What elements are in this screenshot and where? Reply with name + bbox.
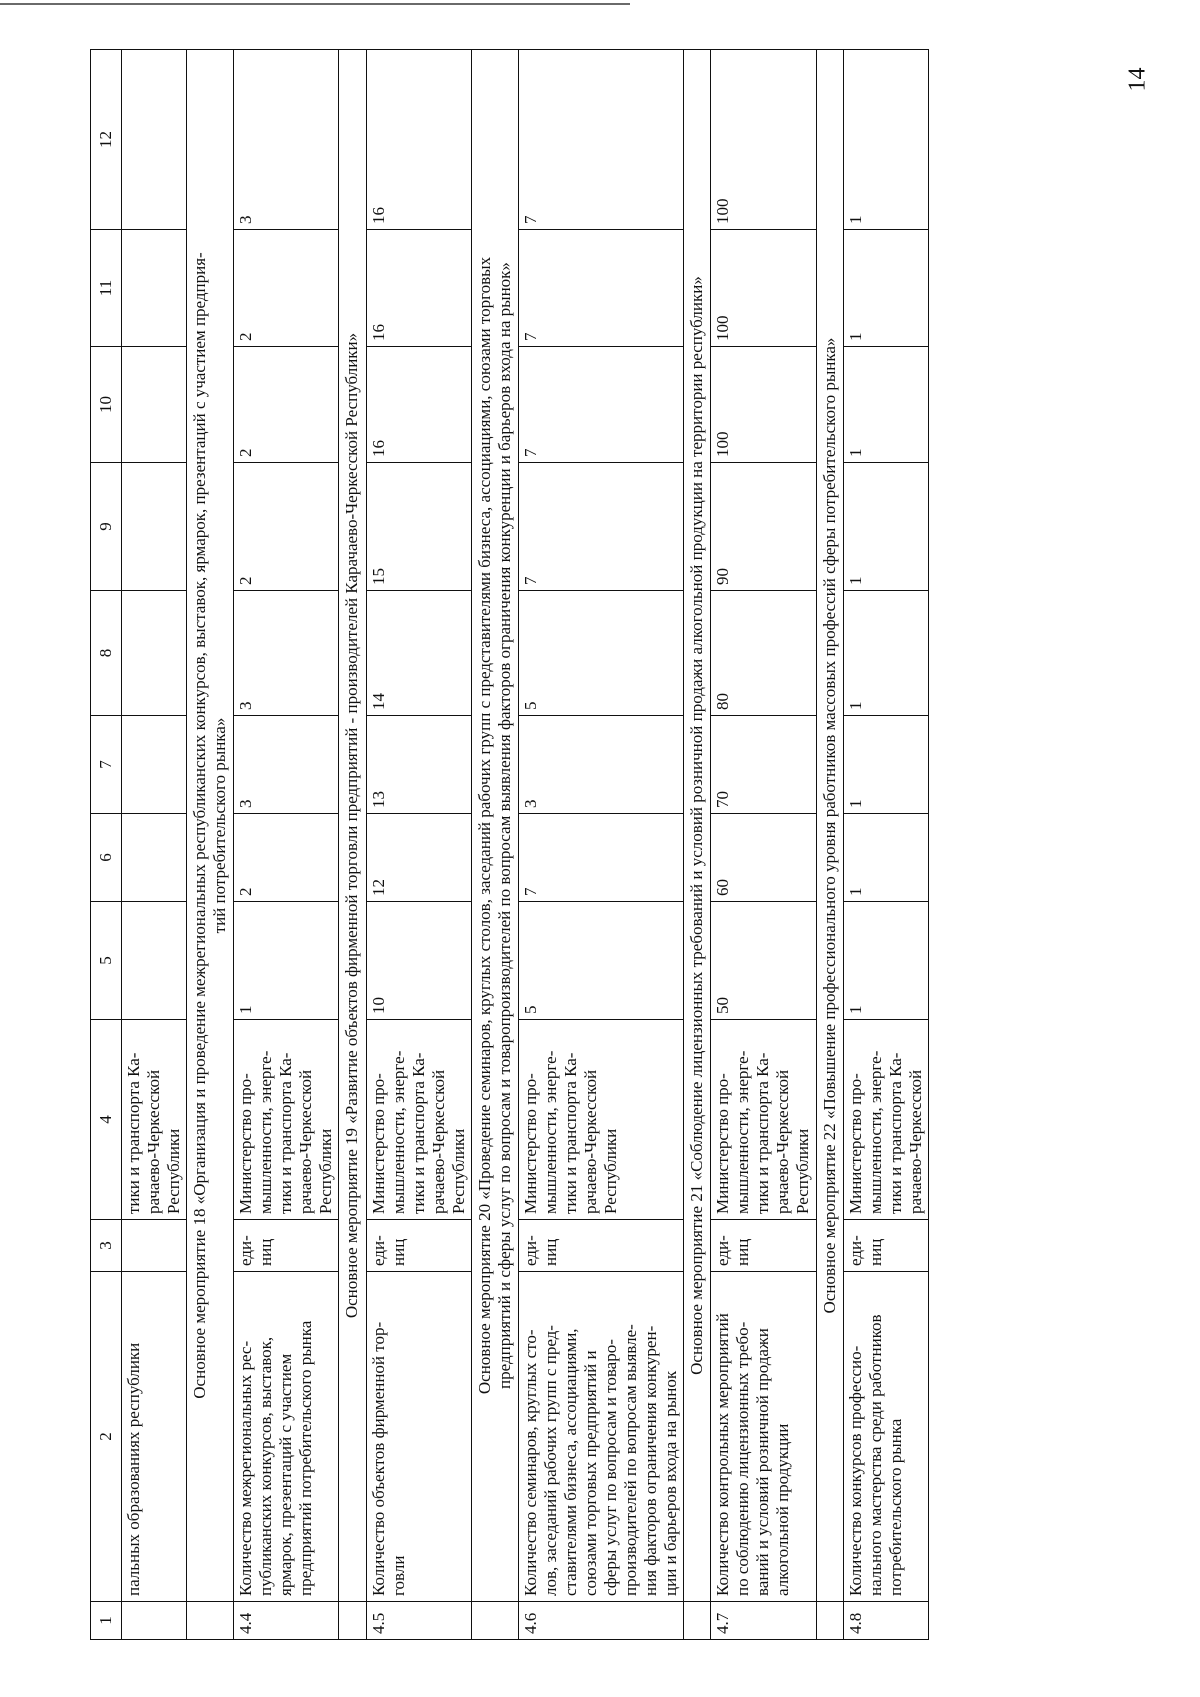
indicator-value: 1 [843,463,928,591]
indicator-value: 12 [366,814,471,902]
indicator-value: 1 [843,347,928,463]
section-heading: Основное мероприятие 19 «Развитие объектов фирменной торговли предприятий - производителей Карачаево-Черкесской Республики» [339,50,366,1602]
responsible-executor: Министерство про- мышленности, энерге- тики и транспорта Ка- рачаево-Черкесской Республики [518,1020,683,1220]
unit-of-measure: еди- ниц [711,1220,816,1272]
section-heading-row [684,50,711,1640]
indicator-name: Количество контрольных мероприятий по соблюдению лицензионных требо- ваний и условий розничной продажи алкогольной продукции [711,1272,816,1602]
indicator-value [122,902,187,1020]
indicator-value: 1 [843,230,928,347]
indicator-value: 60 [711,814,816,902]
column-number-header: 10 [91,347,122,463]
top-divider-line [0,3,630,5]
indicator-value: 1 [234,902,339,1020]
indicator-value: 3 [234,716,339,814]
indicator-value: 1 [843,902,928,1020]
indicator-value: 80 [711,591,816,716]
indicator-value: 7 [518,50,683,230]
column-number-header: 8 [91,591,122,716]
section-heading-row [187,50,234,1640]
responsible-executor: Министерство про- мышленности, энерге- тики и транспорта Ка- рачаево-Черкесской Республики [234,1020,339,1220]
indicator-value: 13 [366,716,471,814]
column-number-header: 11 [91,230,122,347]
indicator-value: 1 [843,591,928,716]
indicator-value: 7 [518,230,683,347]
responsible-executor: Министерство про- мышленности, энерге- тики и транспорта Ка- рачаево-Черкесской [843,1020,928,1220]
indicator-value [122,591,187,716]
column-number-header: 4 [91,1020,122,1220]
rotated-table-container [90,50,1090,1640]
row-number: 4.8 [843,1602,928,1640]
indicator-value: 100 [711,50,816,230]
column-number-header: 7 [91,716,122,814]
section-heading: Основное мероприятие 21 «Соблюдение лицензионных требований и условий розничной продажи алкогольной продукции на территории республики» [684,50,711,1602]
indicator-value: 16 [366,347,471,463]
section-no-cell [471,1602,518,1640]
indicator-value [122,716,187,814]
unit-of-measure: еди- ниц [843,1220,928,1272]
indicator-value: 3 [234,591,339,716]
indicator-value: 3 [234,50,339,230]
column-number-header: 9 [91,463,122,591]
column-number-header: 1 [91,1602,122,1640]
column-number-header: 2 [91,1272,122,1602]
section-heading-row [339,50,366,1640]
indicator-name: Количество межрегиональных рес- публиканских конкурсов, выставок, ярмарок, презентаций с участием предприятий потребительского рынка [234,1272,339,1602]
indicator-value: 2 [234,814,339,902]
section-no-cell [684,1602,711,1640]
unit-of-measure [122,1220,187,1272]
indicator-value: 16 [366,230,471,347]
responsible-executor: тики и транспорта Ка- рачаево-Черкесской Республики [122,1020,187,1220]
indicator-value: 100 [711,230,816,347]
indicator-value: 7 [518,814,683,902]
indicator-value: 1 [843,814,928,902]
table-body [122,50,929,1640]
indicator-row [843,50,928,1640]
section-heading: Основное мероприятие 20 «Проведение семинаров, круглых столов, заседаний рабочих групп с представителями бизнеса, ассоциациями, союзами торговых предприятий и сферы услуг по вопросам и товаропроизводителей по вопросам выявления факторов ограничения конкуренции и барьеров входа на рынок» [471,50,518,1602]
indicator-value: 3 [518,716,683,814]
indicator-name: пальных образованиях республики [122,1272,187,1602]
indicator-value [122,347,187,463]
indicator-value: 10 [366,902,471,1020]
unit-of-measure: еди- ниц [234,1220,339,1272]
indicator-value: 1 [843,50,928,230]
row-number: 4.4 [234,1602,339,1640]
row-number [122,1602,187,1640]
section-heading-row [471,50,518,1640]
program-indicators-table [90,49,929,1640]
section-no-cell [339,1602,366,1640]
indicator-name: Количество конкурсов профессио- нального мастерства среди работников потребительского рынка [843,1272,928,1602]
indicator-value [122,230,187,347]
column-number-header: 5 [91,902,122,1020]
column-number-header: 6 [91,814,122,902]
indicator-value: 2 [234,463,339,591]
indicator-value: 7 [518,347,683,463]
unit-of-measure: еди- ниц [366,1220,471,1272]
indicator-value: 90 [711,463,816,591]
indicator-value: 16 [366,50,471,230]
unit-of-measure: еди- ниц [518,1220,683,1272]
row-number: 4.6 [518,1602,683,1640]
section-no-cell [816,1602,843,1640]
column-number-header: 12 [91,50,122,230]
row-number: 4.5 [366,1602,471,1640]
indicator-name: Количество семинаров, круглых сто- лов, заседаний рабочих групп с пред- ставителями бизнеса, ассоциациями, союзами торговых предприятий и сферы услуг по вопросам и товаро- производителей по вопросам выявле- ния факторов ограничения конкурен- ции и барьеров входа на рынок [518,1272,683,1602]
section-heading: Основное мероприятие 18 «Организация и проведение межрегиональных республиканских конкурсов, выставок, ярмарок, презентаций с участием предприя- тий потребительского рынка» [187,50,234,1602]
indicator-value: 7 [518,463,683,591]
indicator-row [518,50,683,1640]
indicator-row [234,50,339,1640]
responsible-executor: Министерство про- мышленности, энерге- тики и транспорта Ка- рачаево-Черкесской Республики [711,1020,816,1220]
indicator-name: Количество объектов фирменной тор- говли [366,1272,471,1602]
indicator-value: 5 [518,902,683,1020]
indicator-value: 14 [366,591,471,716]
section-heading: Основное мероприятие 22 «Повышение профессионального уровня работников массовых профессий сферы потребительского рынка» [816,50,843,1602]
indicator-value: 1 [843,716,928,814]
indicator-value: 50 [711,902,816,1020]
column-number-header: 3 [91,1220,122,1272]
indicator-row [711,50,816,1640]
column-number-row [91,50,122,1640]
indicator-value: 100 [711,347,816,463]
indicator-value: 2 [234,347,339,463]
section-no-cell [187,1602,234,1640]
indicator-value [122,50,187,230]
indicator-value: 2 [234,230,339,347]
page-number: 14 [1124,67,1151,92]
section-heading-row [816,50,843,1640]
indicator-value: 70 [711,716,816,814]
indicator-value [122,814,187,902]
row-number: 4.7 [711,1602,816,1640]
indicator-value: 5 [518,591,683,716]
indicator-value: 15 [366,463,471,591]
indicator-row [366,50,471,1640]
indicator-value [122,463,187,591]
indicator-row [122,50,187,1640]
responsible-executor: Министерство про- мышленности, энерге- тики и транспорта Ка- рачаево-Черкесской Республики [366,1020,471,1220]
